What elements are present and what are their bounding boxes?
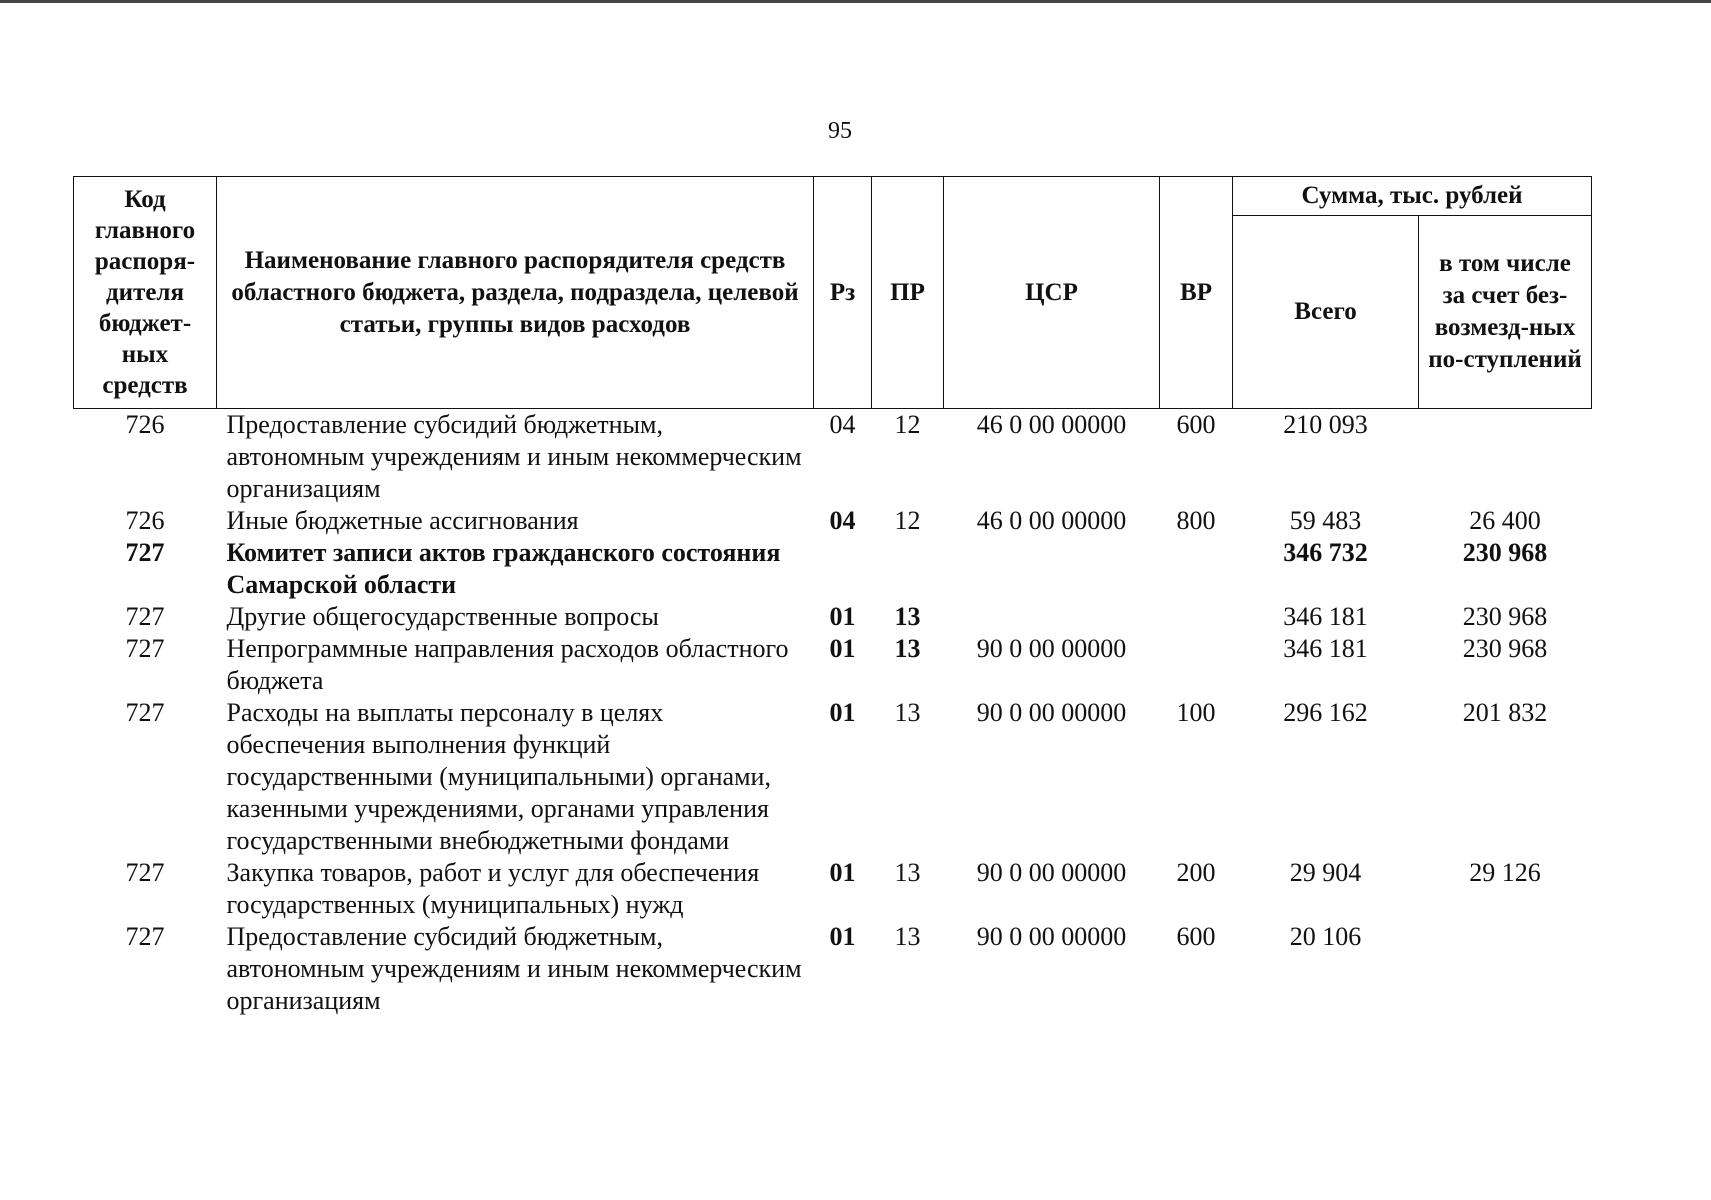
cell-pr: 13 [894,922,921,951]
cell-rz [814,537,872,601]
cell-pr: 13 [894,602,921,631]
cell-total: 296 162 [1283,698,1368,727]
cell-code: 727 [125,698,165,727]
top-rule [0,0,1711,3]
cell-pr: 13 [894,858,921,887]
table-row [74,697,1592,857]
header-incl: в том числе за счет без-возмезд-ных по-ступлений [1419,216,1592,409]
header-code: Код главного распоря-дителя бюджет-ных средств [74,177,217,409]
cell-incl: 230 968 [1462,602,1548,631]
cell-code: 727 [125,538,165,567]
cell-name: Расходы на выплаты персоналу в целях обеспечения выполнения функций государственными (муниципальными) органами, казенными учреждениями, органами управления государственными внебюджетными фондами [226,698,771,855]
cell-name: Непрограммные направления расходов областного бюджета [226,634,789,695]
cell-incl: 230 968 [1462,634,1548,663]
cell-pr [872,537,944,601]
cell-vr [1160,537,1233,601]
cell-csr: 90 0 00 00000 [976,922,1127,951]
header-vr: ВР [1160,177,1233,409]
cell-vr: 600 [1176,922,1216,951]
cell-total: 59 483 [1289,506,1362,535]
cell-total: 29 904 [1289,858,1362,887]
cell-vr: 100 [1176,698,1216,727]
cell-rz: 01 [829,698,856,727]
header-pr: ПР [872,177,944,409]
cell-name: Другие общегосударственные вопросы [226,602,659,631]
cell-csr: 46 0 00 00000 [976,506,1127,535]
cell-total: 346 181 [1283,602,1368,631]
cell-code: 727 [125,858,165,887]
cell-csr: 90 0 00 00000 [976,698,1127,727]
cell-incl: 230 968 [1462,538,1548,567]
cell-pr: 13 [894,634,921,663]
cell-rz: 01 [829,858,856,887]
cell-csr [944,601,1160,633]
budget-table [73,176,1592,1017]
cell-incl [1419,409,1592,506]
cell-rz: 01 [829,922,856,951]
cell-code: 726 [125,410,165,439]
table-row [74,633,1592,697]
cell-total: 346 732 [1283,538,1368,567]
header-rz: Рз [814,177,872,409]
table-row [74,857,1592,921]
cell-vr: 600 [1176,410,1216,439]
cell-incl: 29 126 [1469,858,1541,887]
cell-csr [944,537,1160,601]
cell-incl: 26 400 [1469,506,1541,535]
cell-pr: 12 [894,506,921,535]
cell-incl: 201 832 [1462,698,1548,727]
cell-code: 727 [125,922,165,951]
cell-pr: 12 [894,410,921,439]
cell-csr: 46 0 00 00000 [976,410,1127,439]
header-name: Наименование главного распорядителя средств областного бюджета, раздела, подраздела, целевой статьи, группы видов расходов [217,177,814,409]
cell-incl [1419,921,1592,1017]
cell-rz: 01 [829,602,856,631]
cell-name: Закупка товаров, работ и услуг для обеспечения государственных (муниципальных) нужд [226,858,760,919]
cell-vr [1160,633,1233,697]
cell-name: Комитет записи актов гражданского состояния Самарской области [226,538,781,599]
cell-name: Предоставление субсидий бюджетным, автономным учреждениям и иным некоммерческим организациям [226,410,802,503]
cell-csr: 90 0 00 00000 [976,858,1127,887]
page-number: 95 [828,118,852,144]
header-csr: ЦСР [944,177,1160,409]
cell-code: 727 [125,602,165,631]
cell-total: 210 093 [1283,410,1368,439]
table-row [74,537,1592,601]
cell-rz: 04 [829,410,856,439]
cell-code: 726 [125,506,165,535]
table-row [74,601,1592,633]
cell-rz: 01 [829,634,856,663]
cell-name: Иные бюджетные ассигнования [226,506,579,535]
cell-rz: 04 [829,506,856,535]
cell-vr [1160,601,1233,633]
header-sum-group: Сумма, тыс. рублей [1233,177,1592,216]
cell-pr: 13 [894,698,921,727]
cell-vr: 200 [1176,858,1216,887]
cell-code: 727 [125,634,165,663]
cell-total: 20 106 [1289,922,1362,951]
cell-total: 346 181 [1283,634,1368,663]
cell-csr: 90 0 00 00000 [976,634,1127,663]
cell-name: Предоставление субсидий бюджетным, автономным учреждениям и иным некоммерческим организациям [226,922,802,1015]
header-total: Всего [1233,216,1419,409]
table-row [74,921,1592,1017]
table-row [74,505,1592,537]
cell-vr: 800 [1176,506,1216,535]
table-row [74,409,1592,506]
